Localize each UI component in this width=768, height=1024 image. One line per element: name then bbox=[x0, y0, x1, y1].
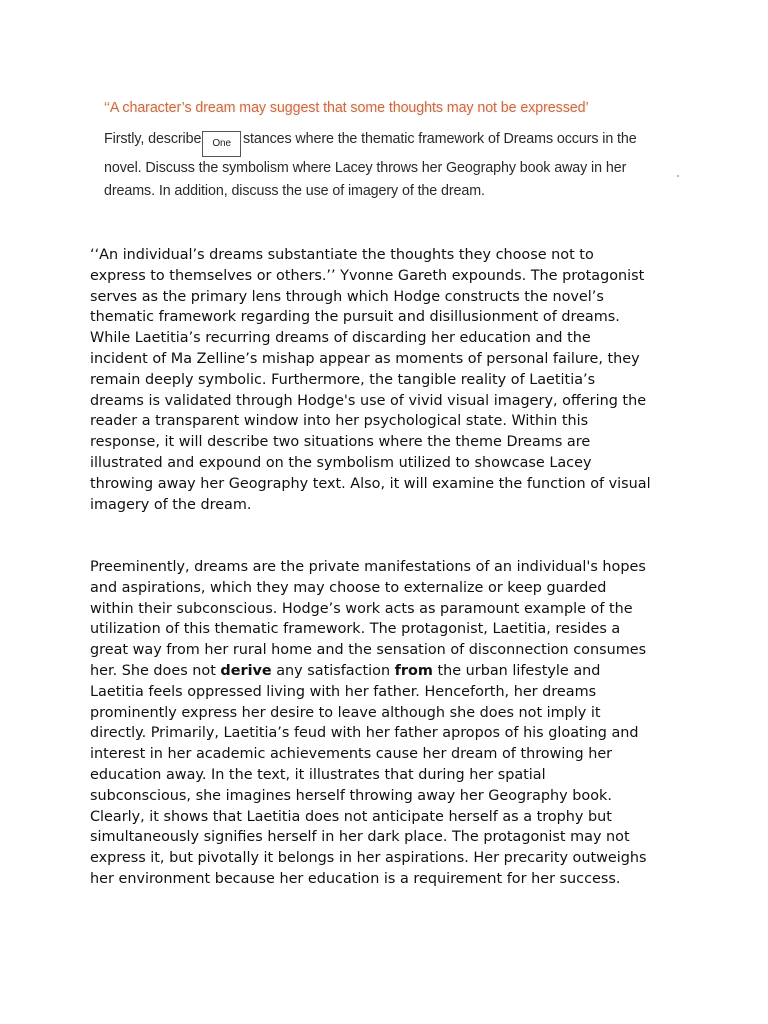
paragraph-line: and aspirations, which they may choose to externalize or keep guarded bbox=[90, 579, 607, 596]
paragraph-line: response, it will describe two situations where the theme Dreams are bbox=[90, 434, 591, 451]
essay-paragraph-1 bbox=[90, 245, 690, 515]
inline-text-box[interactable]: One bbox=[202, 131, 241, 157]
prompt-instructions bbox=[104, 128, 684, 202]
paragraph-line: remain deeply symbolic. Furthermore, the tangible reality of Laetitia’s bbox=[90, 371, 596, 388]
paragraph-line: education away. In the text, it illustrates that during her spatial bbox=[90, 766, 546, 783]
paragraph-line: thematic framework regarding the pursuit and disillusionment of dreams. bbox=[90, 309, 620, 326]
prompt-line-1-end: stances where the thematic framework of Dreams occurs in the bbox=[242, 131, 637, 147]
paragraph-line: throwing away her Geography text. Also, it will examine the function of visual bbox=[90, 475, 651, 492]
paragraph-line: Clearly, it shows that Laetitia does not anticipate herself as a trophy but bbox=[90, 808, 612, 825]
prompt-line-1-start: Firstly, describe bbox=[104, 131, 202, 147]
paragraph-line: express it, but pivotally it belongs in her aspirations. Her precarity outweighs bbox=[90, 850, 647, 867]
paragraph-line: utilization of this thematic framework. The protagonist, Laetitia, resides a bbox=[90, 621, 621, 638]
essay-paragraph-2 bbox=[90, 557, 690, 890]
prompt-line-2: novel. Discuss the symbolism where Lacey throws her Geography book away in her bbox=[104, 160, 627, 176]
paragraph-line: While Laetitia’s recurring dreams of discarding her education and the bbox=[90, 330, 591, 347]
paragraph-line: ‘‘An individual’s dreams substantiate the thoughts they choose not to bbox=[90, 247, 594, 263]
paragraph-line: her environment because her education is a requirement for her success. bbox=[90, 870, 621, 887]
prompt-quote: ‘‘A character’s dream may suggest that some thoughts may not be expressed’ bbox=[104, 100, 589, 116]
text-segment: the urban lifestyle and bbox=[432, 662, 601, 679]
paragraph-line: simultaneously signifies herself in her dark place. The protagonist may not bbox=[90, 829, 630, 846]
paragraph-line: serves as the primary lens through which Hodge constructs the novel’s bbox=[90, 288, 604, 305]
text-segment: her. She does not bbox=[90, 662, 221, 679]
paragraph-line: within their subconscious. Hodge’s work acts as paramount example of the bbox=[90, 600, 633, 617]
essay-prompt bbox=[104, 97, 684, 202]
stray-mark bbox=[677, 175, 679, 177]
paragraph-line: illustrated and expound on the symbolism utilized to showcase Lacey bbox=[90, 454, 592, 471]
paragraph-line: incident of Ma Zelline’s mishap appear as moments of personal failure, they bbox=[90, 350, 640, 367]
paragraph-line: dreams is validated through Hodge's use of vivid visual imagery, offering the bbox=[90, 392, 647, 409]
text-segment: any satisfaction bbox=[271, 662, 395, 679]
paragraph-line: directly. Primarily, Laetitia’s feud with her father apropos of his gloating and bbox=[90, 725, 639, 742]
bold-word-derive: derive bbox=[220, 662, 272, 679]
paragraph-line: Laetitia feels oppressed living with her father. Henceforth, her dreams bbox=[90, 683, 597, 700]
paragraph-line: interest in her academic achievements cause her dream of throwing her bbox=[90, 746, 613, 763]
paragraph-line: subconscious, she imagines herself throwing away her Geography book. bbox=[90, 787, 612, 804]
prompt-line-1 bbox=[104, 128, 684, 157]
paragraph-line: imagery of the dream. bbox=[90, 496, 252, 513]
paragraph-line: reader a transparent window into her psychological state. Within this bbox=[90, 413, 589, 430]
paragraph-line-with-bold bbox=[90, 661, 690, 682]
bold-word-from: from bbox=[394, 662, 433, 679]
paragraph-line: great way from her rural home and the sensation of disconnection consumes bbox=[90, 642, 647, 659]
paragraph-line: express to themselves or others.’’ Yvonne Gareth expounds. The protagonist bbox=[90, 267, 645, 284]
paragraph-line: prominently express her desire to leave although she does not imply it bbox=[90, 704, 601, 721]
paragraph-line: Preeminently, dreams are the private manifestations of an individual's hopes bbox=[90, 559, 646, 575]
prompt-line-3: dreams. In addition, discuss the use of imagery of the dream. bbox=[104, 182, 485, 199]
